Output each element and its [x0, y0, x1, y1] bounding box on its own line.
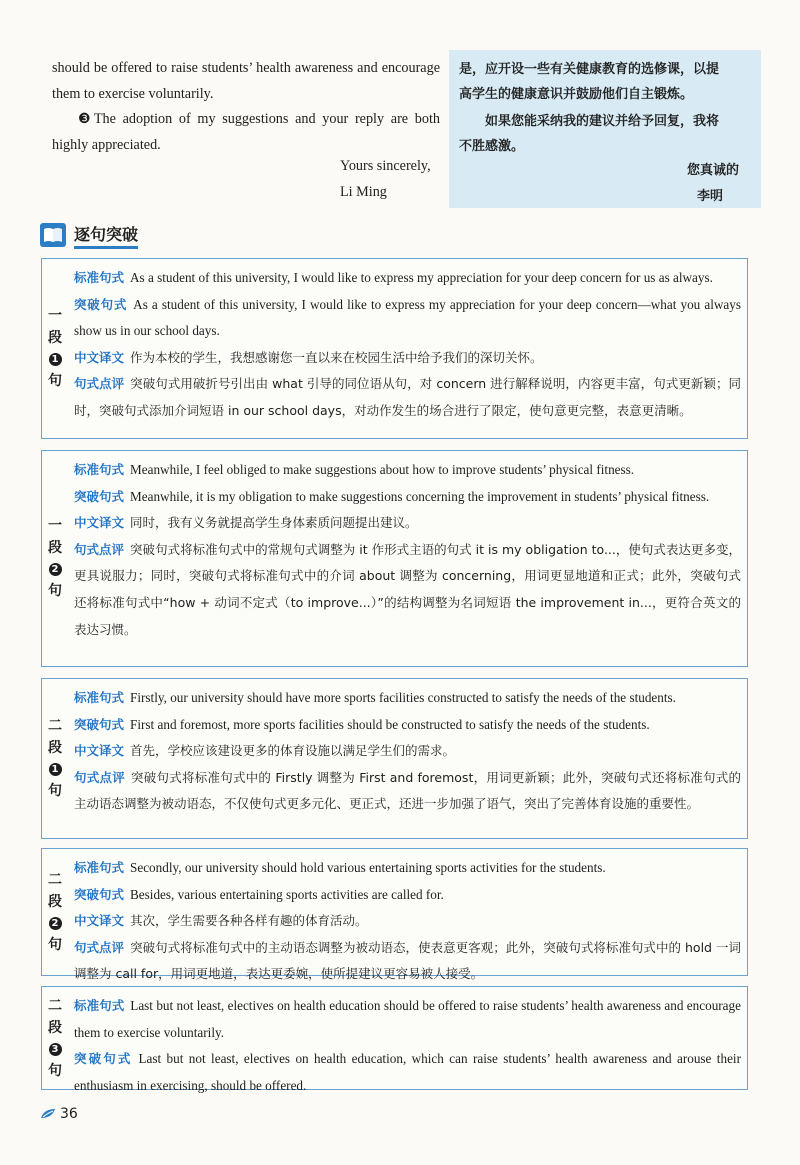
sentence-marker: 一 段 2 句: [48, 518, 62, 599]
comment-row: 句式点评 突破句式将标准句式中的主动语态调整为被动语态，使表意更客观；此外，突破句式将标准句式中的 hold 一词调整为 call for，用词更地道，表达更委婉，使所提建议更容易被人接受。: [74, 939, 741, 982]
letter-en-paragraph: should be offered to raise students’ health awareness and encourage them to exercise voluntarily.: [52, 60, 440, 102]
breakthrough-row: 突破句式 As a student of this university, I would like to express my appreciation for your deep concern—what you always show us in our school days.: [74, 296, 741, 339]
translation-row: 中文译文 同时，我有义务就提高学生身体素质问题提出建议。: [74, 515, 418, 531]
breakthrough-row: 突破句式 First and foremost, more sports facilities should be constructed to satisfy the needs of the students.: [74, 716, 650, 732]
sentence-number: 2: [49, 563, 62, 576]
breakthrough-row: 突破句式 Meanwhile, it is my obligation to make suggestions concerning the improvement in students’ physical fitness.: [74, 488, 710, 504]
letter-zh-closing: 您真诚的: [686, 163, 739, 178]
letter-zh-line: 不胜感激。: [459, 139, 525, 154]
comment-row: 句式点评 突破句式将标准句式中的 Firstly 调整为 First and foremost，用词更新颖；此外，突破句式还将标准句式的主动语态调整为被动语态，不仅使句式更多元化、更正式，还进一步加强了语气，突出了完善体育设施的重要性。: [74, 769, 741, 812]
page-footer: [40, 1106, 78, 1122]
sentence-marker: 二 段 2 句: [48, 871, 62, 953]
sentence-box: [41, 258, 748, 439]
section-heading: [40, 222, 138, 248]
translation-row: 中文译文 其次，学生需要各种各样有趣的体育活动。: [74, 913, 368, 929]
letter-en-name: Li Ming: [340, 184, 387, 200]
sentence-number: 3: [49, 1043, 62, 1056]
sentence-marker: 二 段 1 句: [48, 718, 62, 799]
standard-row: 标准句式 As a student of this university, I would like to express my appreciation for your deep concern for us as always.: [74, 270, 713, 285]
standard-row: 标准句式 Meanwhile, I feel obliged to make suggestions about how to improve students’ physical fitness.: [74, 462, 635, 477]
sentence-marker: 一 段 1 句: [48, 308, 62, 389]
sentence-number: 1: [49, 353, 62, 366]
standard-row: 标准句式 Secondly, our university should hold various entertaining sports activities for the students.: [74, 860, 606, 875]
translation-row: 中文译文 作为本校的学生，我想感谢您一直以来在校园生活中给予我们的深切关怀。: [74, 349, 543, 365]
letter-zh-line: 如果您能采纳我的建议并给予回复，我将: [485, 114, 720, 129]
letter-chinese: [449, 50, 761, 208]
letter-zh-name: 李明: [696, 189, 723, 204]
page-number: 36: [60, 1106, 78, 1122]
letter-en-paragraph: ❸The adoption of my suggestions and your reply are both highly appreciated.: [52, 111, 440, 153]
standard-row: 标准句式 Firstly, our university should have more sports facilities constructed to satisfy the needs of the students.: [74, 690, 676, 705]
sentence-box: [41, 848, 748, 982]
sentence-box: [41, 678, 748, 839]
comment-row: 句式点评 突破句式将标准句式中的常规句式调整为 it 作形式主语的句式 it is my obligation to...，使句式表达更多变，更具说服力；同时，突破句式将标准句式中的介词 about 调整为 concerning，用词更显地道和正式；此外，突破句式还将标准句式中“how + 动词不定式（to improve...）”的结构调整为名词短语 the improvement in...，更符合英文的表达习惯。: [74, 541, 741, 637]
section-title: 逐句突破: [74, 222, 138, 249]
letter-zh-line: 是，应开设一些有关健康教育的选修课，以提: [459, 62, 720, 77]
breakthrough-row: 突破句式 Besides, various entertaining sports activities are called for.: [74, 886, 444, 902]
translation-row: 中文译文 首先，学校应该建设更多的体育设施以满足学生们的需求。: [74, 743, 456, 759]
sentence-box: [41, 450, 748, 667]
letter-english: [52, 56, 440, 158]
letter-zh-line: 高学生的健康意识并鼓励他们自主锻炼。: [459, 87, 694, 102]
sentence-number: 2: [49, 917, 62, 930]
sentence-number: 1: [49, 763, 62, 776]
letter-en-closing: Yours sincerely,: [340, 158, 431, 174]
leaf-icon: [40, 1108, 56, 1120]
comment-row: 句式点评 突破句式用破折号引出由 what 引导的同位语从句，对 concern 进行解释说明，内容更丰富，句式更新颖；同时，突破句式添加介词短语 in our school days，对动作发生的场合进行了限定，使句意更完整，表意更清晰。: [74, 376, 741, 418]
breakthrough-row: 突破句式 Last but not least, electives on health education, which can raise students’ health awareness and arouse their enthusiasm in exercising, should be offered.: [74, 1051, 741, 1093]
standard-row: 标准句式 Last but not least, electives on health education should be offered to raise students’ health awareness and encourage them to exercise voluntarily.: [74, 998, 741, 1040]
sentence-marker: 二 段 3 句: [48, 997, 62, 1079]
sentence-box: [41, 986, 748, 1093]
book-icon: [40, 223, 66, 247]
